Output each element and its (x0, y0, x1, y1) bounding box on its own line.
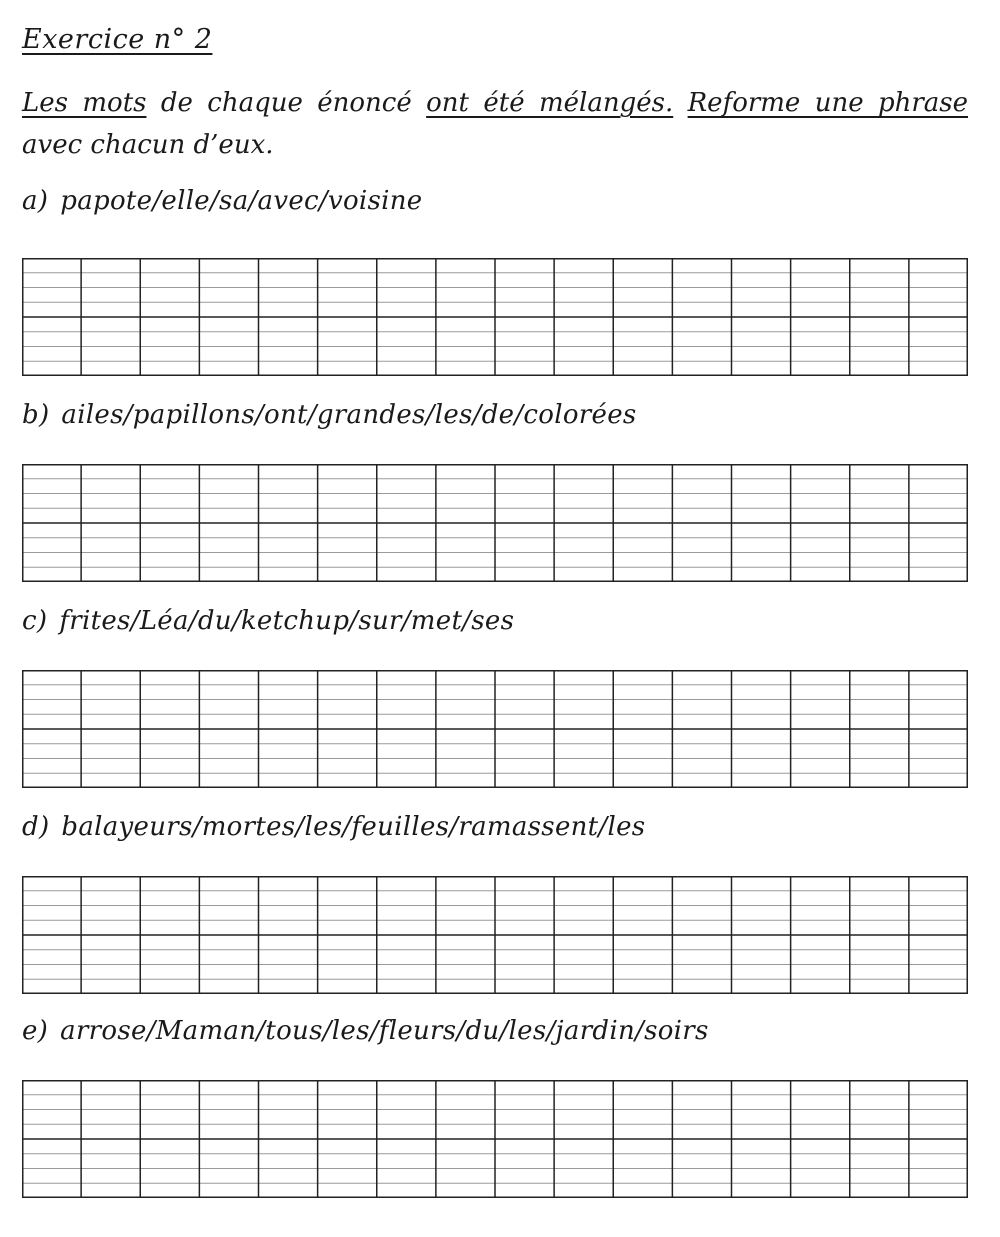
instruction-underlined-2: ont été mélangés. (426, 88, 674, 118)
item-c-prompt (22, 606, 514, 636)
item-a-words: papote/elle/sa/avec/voisine (60, 186, 423, 216)
item-b-writing-grid[interactable] (22, 464, 968, 582)
item-d-prompt (22, 812, 645, 842)
grid-lines (22, 670, 968, 788)
item-d-letter: d) (22, 812, 50, 842)
grid-lines (22, 258, 968, 376)
item-b-prompt (22, 400, 637, 430)
instruction-text-1: de chaque énoncé (146, 88, 427, 118)
item-a-letter: a) (22, 186, 49, 216)
item-c-writing-grid[interactable] (22, 670, 968, 788)
instruction-space (673, 88, 687, 118)
item-a-writing-grid[interactable] (22, 258, 968, 376)
item-d-words: balayeurs/mortes/les/feuilles/ramassent/les (61, 812, 646, 842)
item-d-writing-grid[interactable] (22, 876, 968, 994)
item-e-letter: e) (22, 1016, 49, 1046)
item-a-prompt (22, 186, 423, 216)
item-c-letter: c) (22, 606, 48, 636)
exercise-title: Exercice n° 2 (22, 24, 213, 55)
grid-lines (22, 1080, 968, 1198)
item-b-words: ailes/papillons/ont/grandes/les/de/colorées (61, 400, 637, 430)
exercise-instruction (22, 82, 968, 166)
instruction-underlined-1: Les mots (22, 88, 147, 118)
grid-lines (22, 464, 968, 582)
item-b-letter: b) (22, 400, 50, 430)
item-e-words: arrose/Maman/tous/les/fleurs/du/les/jardin/soirs (60, 1016, 709, 1046)
item-e-prompt (22, 1016, 709, 1046)
instruction-underlined-3: Reforme une phrase (687, 88, 969, 118)
grid-lines (22, 876, 968, 994)
instruction-text-2: avec chacun d’eux. (22, 130, 274, 160)
item-c-words: frites/Léa/du/ketchup/sur/met/ses (59, 606, 515, 636)
item-e-writing-grid[interactable] (22, 1080, 968, 1198)
